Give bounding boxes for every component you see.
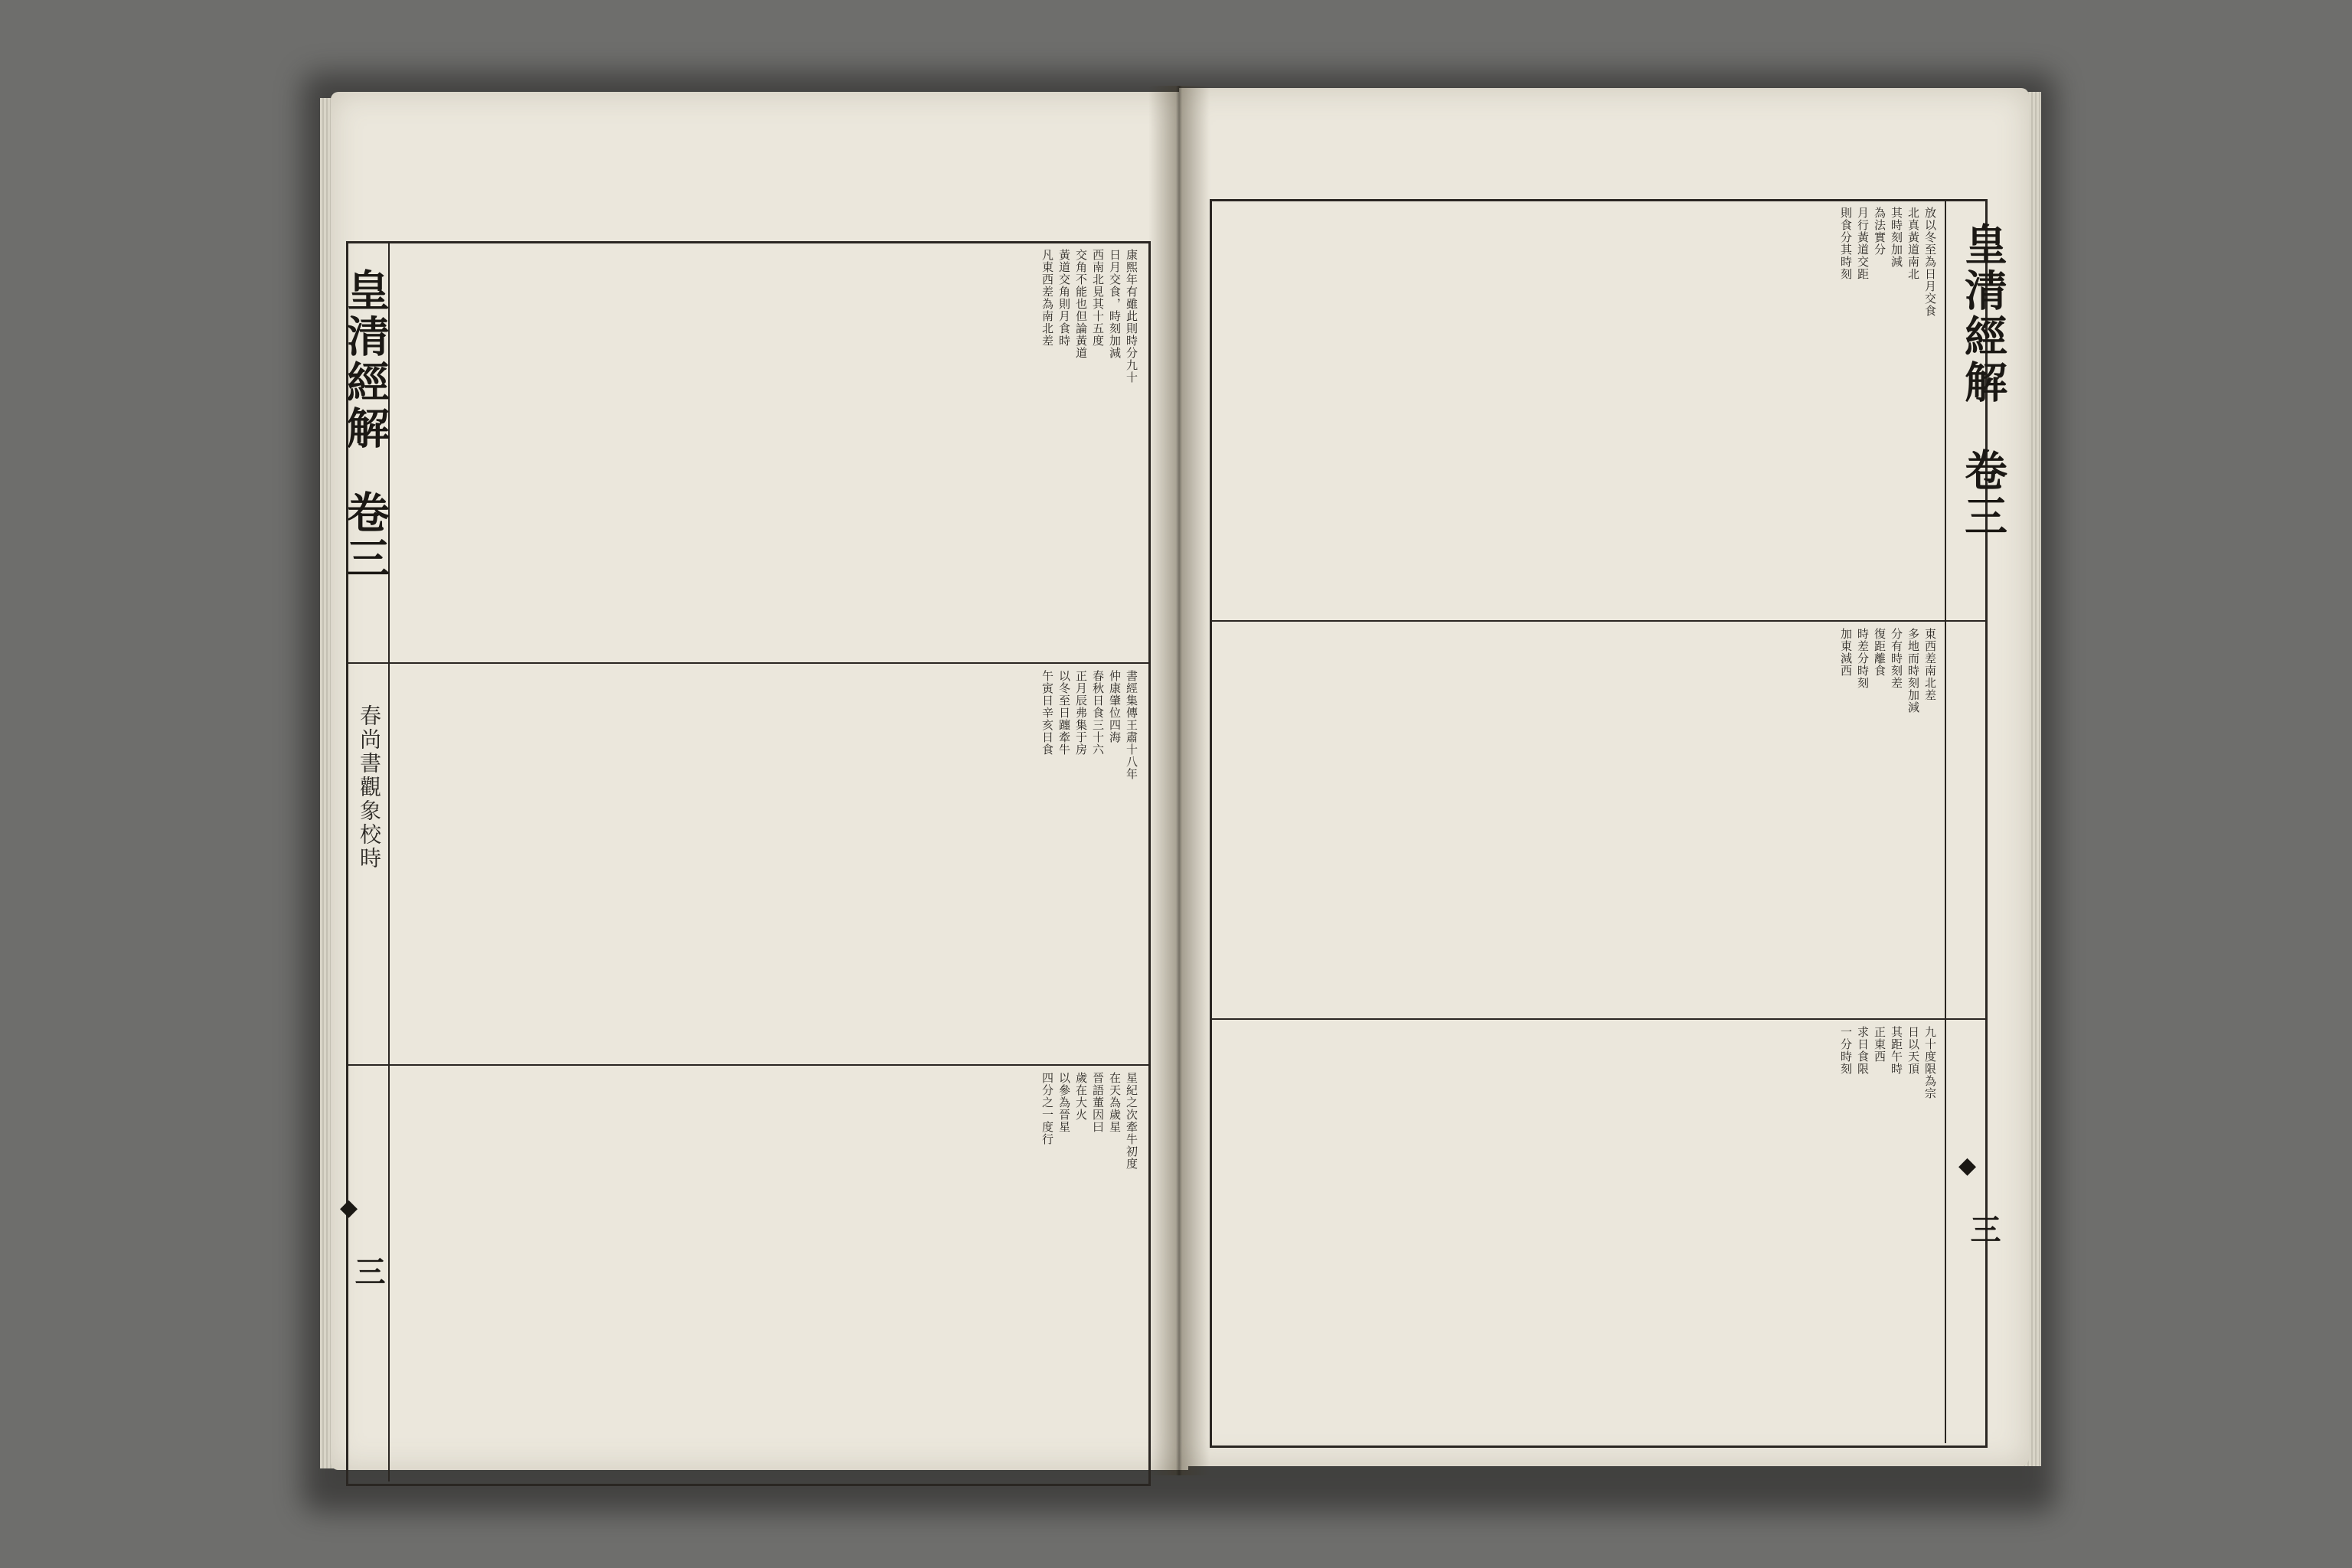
right-band-3 [1217, 1026, 1937, 1436]
right-b2-col: 東西差南北差 [1923, 628, 1937, 701]
left-b1-col: 黃道交角則月食時 [1057, 249, 1071, 347]
left-b1-col: 交角不能也但論黃道 [1074, 249, 1088, 359]
right-b2-col: 時差分時刻 [1856, 628, 1870, 689]
left-b2-col: 書經集傳王肅十八年 [1125, 670, 1138, 780]
right-fishtail-mark-icon: ◆ [1958, 1152, 1977, 1179]
left-header-title: 皇清經解 [340, 268, 390, 452]
left-b1-col: 凡東西差為南北差 [1040, 249, 1054, 347]
right-b1-col: 為法實分 [1873, 207, 1886, 256]
left-b1-col: 日月交食，時刻加減 [1108, 249, 1122, 359]
right-b3-col: 其距午時 [1890, 1026, 1903, 1075]
left-band-divider-1 [346, 662, 1148, 664]
right-band-divider-1 [1210, 620, 1985, 622]
left-folio: 三 [350, 1256, 386, 1286]
right-header-title: 皇清經解 [1958, 222, 2008, 406]
left-band-3 [400, 1072, 1138, 1474]
right-b2-col: 多地而時刻加減 [1906, 628, 1920, 714]
right-b1-col: 其時刻加減 [1890, 207, 1903, 268]
left-b3-col: 歲在大火 [1074, 1072, 1088, 1121]
right-b3-col: 求日食限 [1856, 1026, 1870, 1075]
right-b1-col: 北真黃道南北 [1906, 207, 1920, 280]
left-fishtail-mark-icon: ◆ [340, 1194, 358, 1221]
left-b2-col: 午寅日辛亥日食 [1040, 670, 1054, 756]
left-b3-col: 星紀之次牽牛初度 [1125, 1072, 1138, 1170]
left-band-2 [400, 670, 1138, 1057]
left-subtitle: 春尚書觀象校時 [357, 704, 382, 871]
right-band-2 [1217, 628, 1937, 1011]
left-band-divider-2 [346, 1064, 1148, 1066]
right-b3-col: 日以天頂 [1906, 1026, 1920, 1075]
right-b1-col: 放以冬至為日月交食 [1923, 207, 1937, 317]
book-gutter [1148, 86, 1210, 1475]
right-b2-col: 分有時刻差 [1890, 628, 1903, 689]
left-b3-col: 在天為歲星 [1108, 1072, 1122, 1133]
right-margin-line [1945, 199, 1946, 1443]
left-b2-col: 正月辰弗集于房 [1074, 670, 1088, 756]
left-b3-col: 四分之一度行 [1040, 1072, 1054, 1145]
right-b1-col: 則食分其時刻 [1839, 207, 1853, 280]
left-band-1 [400, 249, 1138, 655]
right-b2-col: 復距離食 [1873, 628, 1886, 677]
right-page [1179, 88, 2029, 1466]
left-page [331, 92, 1188, 1470]
left-b1-col: 西南北見其十五度 [1091, 249, 1105, 347]
right-b3-col: 一分時刻 [1839, 1026, 1853, 1075]
right-b3-col: 九十度限為宗 [1923, 1026, 1937, 1099]
left-b2-col: 仲康肇位四海 [1108, 670, 1122, 743]
left-b2-col: 春秋日食三十六 [1091, 670, 1105, 756]
left-b1-col: 康熙年有雖此則時分九十 [1125, 249, 1138, 384]
right-b3-col: 正東西 [1873, 1026, 1886, 1063]
right-header-volume: 卷三 [1958, 448, 2008, 540]
left-b3-col: 晉語董因曰 [1091, 1072, 1105, 1133]
right-b2-col: 加東減西 [1839, 628, 1853, 677]
right-b1-col: 月行黃道交距 [1856, 207, 1870, 280]
left-b3-col: 以參為晉星 [1057, 1072, 1071, 1133]
right-band-divider-2 [1210, 1018, 1985, 1020]
right-band-1 [1217, 207, 1937, 612]
left-b2-col: 以冬至日躔牽牛 [1057, 670, 1071, 756]
right-folio: 三 [1965, 1214, 2001, 1244]
left-header-volume: 卷三 [340, 490, 390, 582]
